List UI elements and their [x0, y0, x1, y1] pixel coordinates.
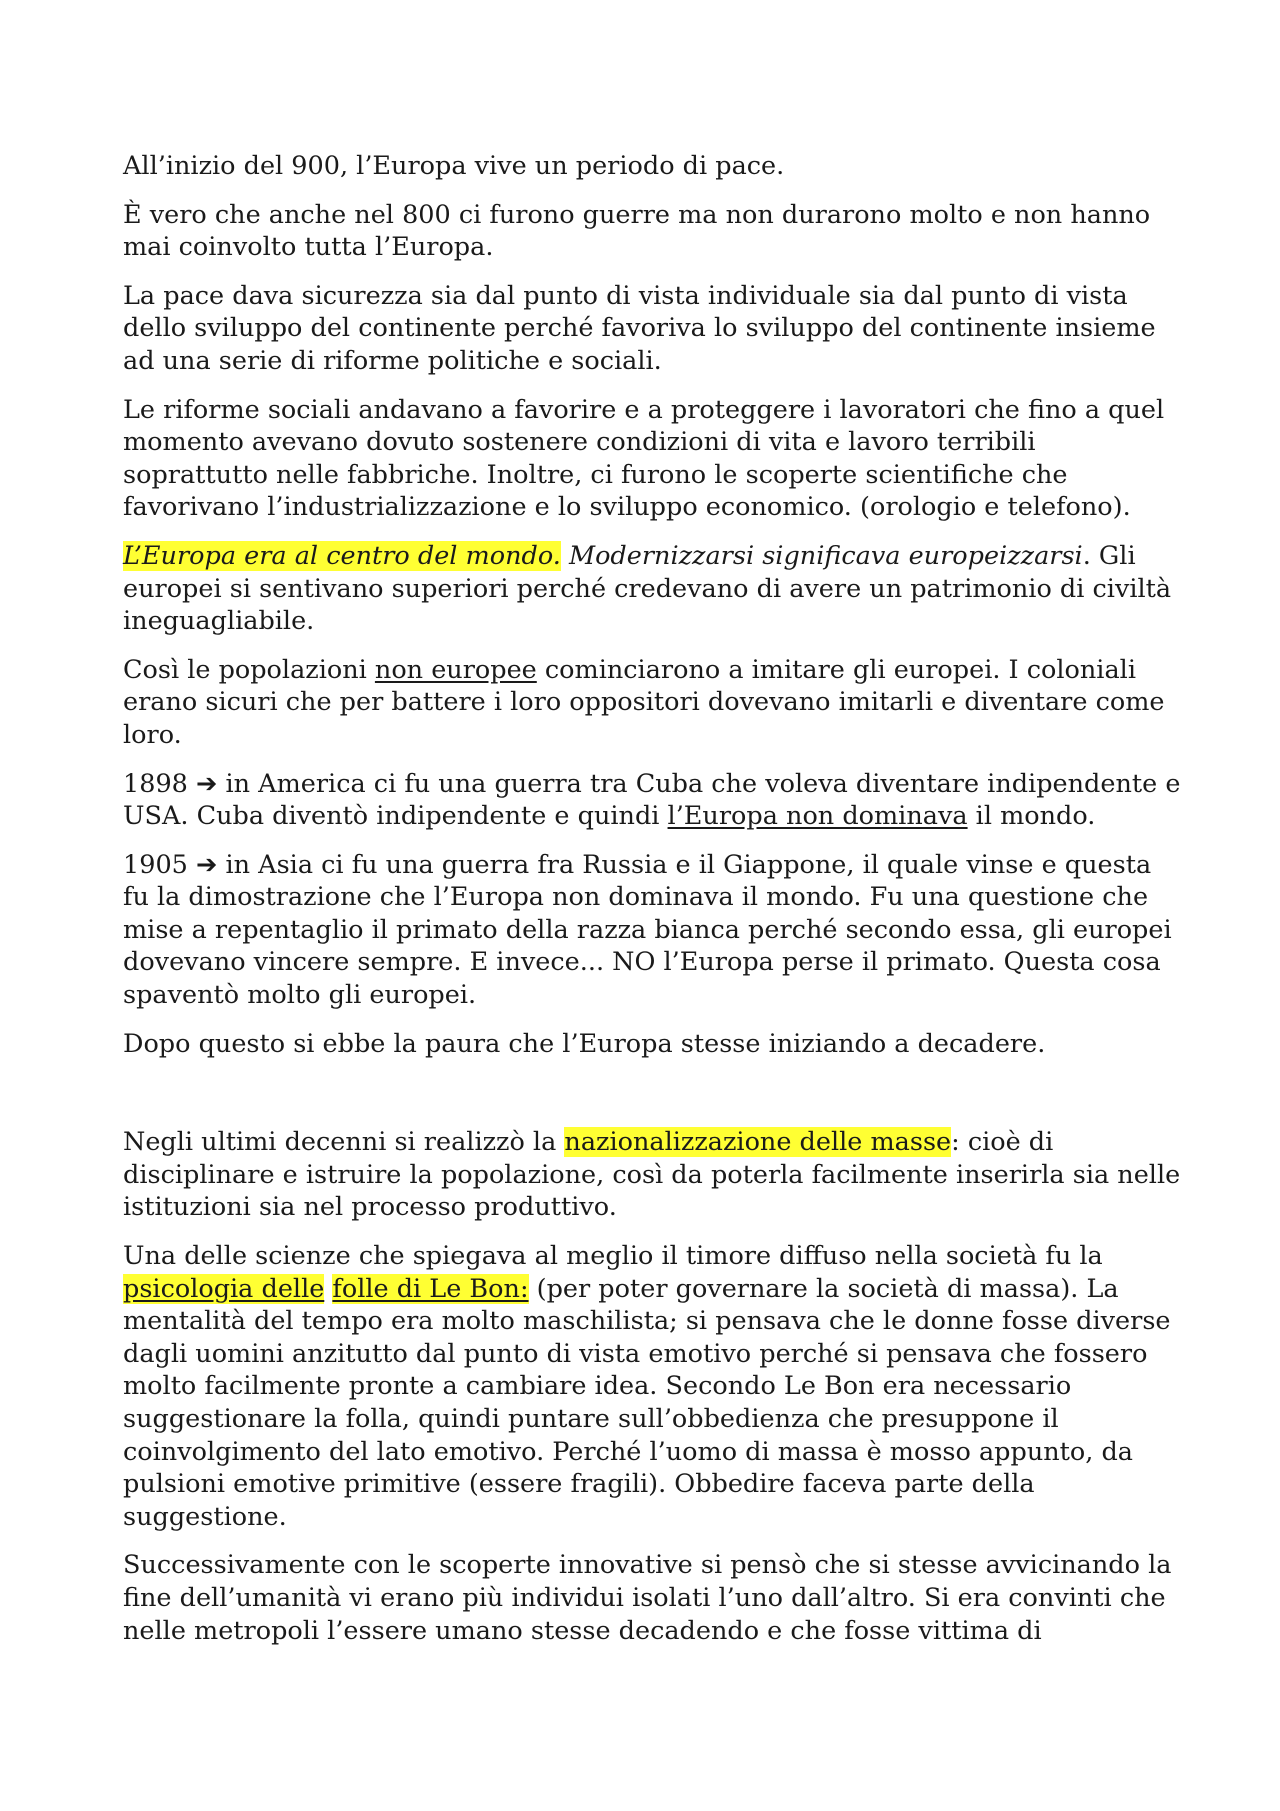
paragraph-innovations: Successivamente con le scoperte innovative si pensò che si stesse avvicinando la fine dell’umanità vi erano più individui isolati l’uno dall’altro. Si era convinti che nelle metropoli l’essere umano stesse decadendo e che fosse vittima di — [123, 1550, 1172, 1646]
document-page — [123, 150, 1183, 1663]
year-1898: 1898 — [123, 768, 188, 799]
text-fragment: in America ci fu una guerra tra Cuba che voleva diventare indipendente e USA. Cuba diventò indipendente e quindi — [123, 768, 1181, 832]
text-fragment: in Asia ci fu una guerra fra Russia e il Giappone, il quale vinse e questa fu la dimostrazione che l’Europa non dominava il mondo. Fu una questione che mise a repentaglio il primato della razza bianca perché secondo essa, gli europei dovevano vincere sempre. E invece... NO l’Europa perse il primato. Questa cosa spaventò molto gli europei. — [123, 849, 1172, 1011]
paragraph-spacer — [123, 1076, 1183, 1126]
highlight-europe-center: L’Europa era al centro del mondo. — [123, 540, 561, 571]
paragraph-europe-center — [123, 540, 1183, 638]
paragraph-social-reforms: Le riforme sociali andavano a favorire e a proteggere i lavoratori che fino a quel momento avevano dovuto sostenere condizioni di vita e lavoro terribili soprattutto nelle fabbriche. Inoltre, ci furono le scoperte scientifiche che favorivano l’industrializzazione e lo sviluppo economico. (orologio e telefono). — [123, 394, 1165, 523]
text-fragment: : cioè di disciplinare e istruire la popolazione, così da poterla facilmente inserirla sia nelle istituzioni sia nel processo produttivo. — [123, 1127, 1181, 1223]
paragraph-1905 — [123, 849, 1183, 1012]
text-fragment: (per poter governare la società di massa). La mentalità del tempo era molto maschilista; si pensava che le donne fosse diverse dagli uomini anzitutto dal punto di vista emotivo perché si pensava che fossero molto facilmente pronte a cambiare idea. Secondo Le Bon era necessario suggestionare la folla, quindi puntare sull’obbedienza che presuppone il coinvolgimento del lato emotivo. Perché l’uomo di massa è mosso appunto, da pulsioni emotive primitive (essere fragili). Obbedire faceva parte della suggestione. — [123, 1273, 1171, 1532]
highlight-psicologia-delle: psicologia delle — [123, 1273, 325, 1304]
arrow-right-icon: ➔ — [196, 849, 218, 880]
underline-europe-not-dominant: l’Europa non dominava — [667, 801, 968, 832]
arrow-right-icon: ➔ — [196, 768, 218, 799]
paragraph-non-european — [123, 654, 1183, 752]
text-fragment: Così le popolazioni — [123, 654, 375, 685]
paragraph-peace: La pace dava sicurezza sia dal punto di vista individuale sia dal punto di vista dello sviluppo del continente perché favoriva lo sviluppo del continente insieme ad una serie di riforme politiche e sociali. — [123, 280, 1156, 376]
text-fragment: Una delle scienze che spiegava al meglio il timore diffuso nella società fu la — [123, 1241, 1103, 1272]
text-fragment: Negli ultimi decenni si realizzò la — [123, 1127, 565, 1158]
paragraph-europe-center-rest: . Gli europei si sentivano superiori perché credevano di avere un patrimonio di civiltà ineguagliabile. — [123, 540, 1172, 637]
underline-non-europee: non europee — [374, 654, 537, 685]
paragraph-intro: All’inizio del 900, l’Europa vive un periodo di pace. — [123, 151, 785, 181]
text-fragment: cominciarono a imitare gli europei. I coloniali erano sicuri che per battere i loro oppositori dovevano imitarli e diventare come loro. — [123, 654, 1165, 750]
paragraph-1898 — [123, 768, 1183, 833]
paragraph-wars-800: È vero che anche nel 800 ci furono guerre ma non durarono molto e non hanno mai coinvolto tutta l’Europa. — [123, 199, 1151, 263]
highlight-folle-le-bon: folle di Le Bon: — [332, 1273, 529, 1304]
paragraph-le-bon — [123, 1240, 1183, 1533]
paragraph-decline-fear: Dopo questo si ebbe la paura che l’Europa stesse iniziando a decadere. — [123, 1028, 1046, 1059]
paragraph-nationalization — [123, 1126, 1183, 1224]
highlight-nazionalizzazione: nazionalizzazione delle masse — [564, 1127, 952, 1158]
year-1905: 1905 — [123, 849, 188, 880]
text-fragment: il mondo. — [967, 801, 1096, 832]
italic-modernizzarsi: Modernizzarsi significava europeizzarsi — [568, 540, 1083, 571]
